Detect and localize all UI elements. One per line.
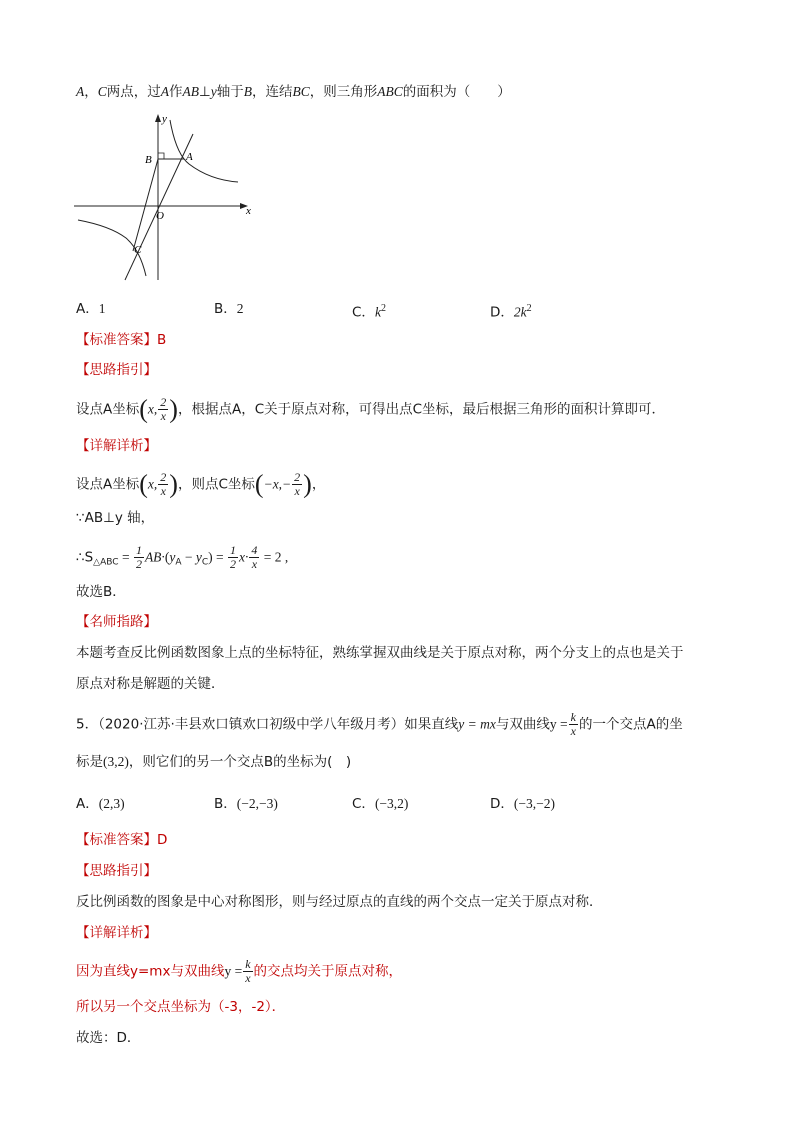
q4-teacher-label: 【名师指路】	[76, 614, 157, 630]
q4-detail-label: 【详解详析】	[76, 438, 157, 454]
q4-option-d: D．$2k^2$	[490, 303, 532, 321]
q5-hint-text: 反比例函数的图象是中心对称图形，则与经过原点的直线的两个交点一定关于原点对称．	[76, 894, 603, 910]
hyperbola-branch-upper	[170, 120, 238, 182]
label-o: O	[156, 210, 164, 222]
q5-option-d: D．(−3,−2)	[490, 796, 555, 812]
q4-teacher-line-1: 本题考查反比例函数图象上点的坐标特征，熟练掌握双曲线是关于原点对称，两个分支上的点也是关于	[76, 645, 684, 661]
fraction: $\frac{2}{x}$	[294, 470, 301, 498]
q5-detail-line-3: 故选：D．	[76, 1030, 141, 1046]
q5-option-c: C．(−3,2)	[352, 796, 409, 812]
q4-stem: A，C两点，过A作AB⊥y轴于B，连结BC，则三角形ABC的面积为（ ）	[76, 84, 511, 100]
fraction: $\frac{k}{x}$	[245, 957, 251, 985]
hyperbola-figure	[70, 108, 260, 283]
q4-detail-line-1: 设点A坐标(x, $\frac{2}{x}$ )，则点C坐标(−x,− $\frac{2}{x}$ )，	[76, 469, 326, 499]
fraction: $\frac{1}{2}$	[230, 543, 237, 571]
q5-stem-line-2: 标是(3,2)，则它们的另一个交点B的坐标为( )	[76, 754, 352, 770]
q5-detail-line-1: 因为直线y=mx与双曲线y = $\frac{k}{x}$ 的交点均关于原点对称，	[76, 957, 403, 985]
q4-hint-label: 【思路指引】	[76, 362, 157, 378]
q4-option-c: C．$k^2$	[352, 303, 386, 321]
q5-answer: 【标准答案】D	[76, 832, 168, 848]
label-x: x	[246, 205, 251, 217]
fraction: $\frac{2}{x}$	[160, 395, 167, 423]
y-axis-arrow	[155, 114, 161, 122]
fraction: $\frac{2}{x}$	[160, 470, 167, 498]
q4-option-a: A．1	[76, 301, 106, 317]
q5-detail-line-2: 所以另一个交点坐标为（-3，-2）．	[76, 999, 286, 1015]
q4-detail-line-2: ∵AB⊥y 轴，	[76, 510, 155, 526]
q5-stem-line-1: 5．（2020·江苏·丰县欢口镇欢口初级中学八年级月考）如果直线y = mx与双曲线y = $\frac{k}{x}$ 的一个交点A的坐	[76, 710, 683, 738]
q4-option-b: B．2	[214, 301, 244, 317]
q4-detail-line-4: 故选B．	[76, 584, 126, 600]
right-angle-mark	[158, 153, 164, 159]
label-a: A	[186, 151, 193, 163]
fraction: $\frac{4}{x}$	[251, 543, 258, 571]
label-b: B	[145, 154, 152, 166]
q5-option-b: B．(−2,−3)	[214, 796, 278, 812]
q5-detail-label: 【详解详析】	[76, 925, 157, 941]
fraction: $\frac{1}{2}$	[135, 543, 142, 571]
fraction: $\frac{k}{x}$	[570, 710, 576, 738]
label-c: C	[134, 244, 142, 256]
segment-bc	[133, 159, 158, 251]
q4-answer: 【标准答案】B	[76, 332, 167, 348]
q4-hint-text: 设点A坐标(x, $\frac{2}{x}$ )，根据点A，C关于原点对称，可得出点C坐标，最后根据三角形的面积计算即可．	[76, 394, 666, 424]
line-ac	[125, 134, 193, 280]
q5-option-a: A．(2,3)	[76, 796, 125, 812]
q5-hint-label: 【思路指引】	[76, 863, 157, 879]
label-y: y	[162, 113, 167, 125]
q4-detail-line-3: $\therefore S_{\triangle ABC}$ = $\frac{1}{2}$ $AB\cdot(y_A - y_C)$ = $\frac{1}{2}$ x· $\frac{4}{x}$ = 2 ,	[76, 543, 289, 571]
q4-teacher-line-2: 原点对称是解题的关键．	[76, 676, 225, 692]
